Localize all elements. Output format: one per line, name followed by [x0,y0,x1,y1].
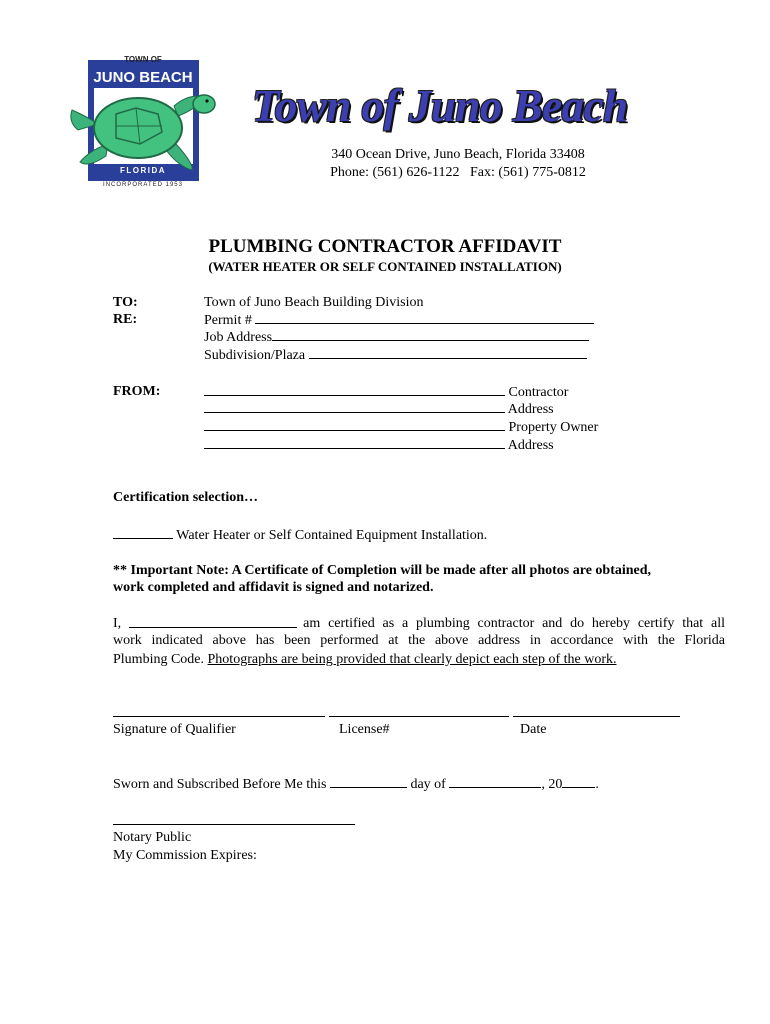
to-value: Town of Juno Beach Building Division [204,295,424,310]
from-field-owner-address[interactable] [204,436,554,454]
job-address-input-line[interactable] [272,328,589,341]
owner-address-label: Address [507,438,554,453]
sworn-text-d: . [595,777,599,792]
town-address: 340 Ocean Drive, Juno Beach, Florida 33408 [331,147,585,162]
logo-incorporated: INCORPORATED 1953 [103,182,183,188]
sworn-statement [113,775,599,793]
certification-checkbox-line[interactable] [113,526,173,539]
owner-address-input-line[interactable] [204,436,505,449]
commission-expires-label: My Commission Expires: [113,848,257,863]
statement-line3 [113,651,617,668]
statement-i: I, [113,616,122,631]
photographs-statement: Photographs are being provided that clearly depict each step of the work. [207,652,617,667]
date-label: Date [520,722,547,737]
logo-town-of: TOWN OF [124,55,162,64]
statement-rest: am certified as a plumbing contractor and do hereby certify that all [303,616,725,631]
statement-line1 [113,615,725,632]
town-logo [66,52,216,188]
subdivision-label: Subdivision/Plaza [204,348,306,363]
logo-state: FLORIDA [119,166,167,175]
statement-code: Plumbing Code. [113,652,205,667]
notary-signature-line[interactable] [113,824,355,825]
subdivision-input-line[interactable] [309,346,587,359]
job-address-label: Job Address [204,330,273,345]
from-field-contractor[interactable] [204,383,568,401]
from-label: FROM: [113,384,161,399]
sworn-text-c: , 20 [541,777,563,792]
certification-option[interactable] [113,526,487,544]
contractor-name-input-line[interactable] [129,615,297,628]
re-label: RE: [113,312,138,327]
form-title: PLUMBING CONTRACTOR AFFIDAVIT [208,236,562,257]
permit-input-line[interactable] [255,311,594,324]
important-note-line2: work completed and affidavit is signed and notarized. [113,580,434,595]
sworn-text-b: day of [410,777,446,792]
to-label: TO: [113,295,138,310]
signature-label: Signature of Qualifier [113,722,236,737]
contractor-address-label: Address [507,402,554,417]
certification-option-label: Water Heater or Self Contained Equipment Installation. [176,528,488,543]
sworn-day-input-line[interactable] [330,775,407,788]
contractor-address-input-line[interactable] [204,400,505,413]
contractor-label: Contractor [508,385,569,400]
town-title: Town of Juno Beach [252,81,628,131]
subdivision-field[interactable] [204,346,587,364]
town-phone-fax: Phone: (561) 626-1122 Fax: (561) 775-0812 [330,165,586,180]
signature-line[interactable] [113,716,325,717]
logo-name: JUNO BEACH [93,69,193,86]
contractor-input-line[interactable] [204,383,505,396]
notary-public-label: Notary Public [113,830,192,845]
license-line[interactable] [329,716,509,717]
form-subtitle: (WATER HEATER OR SELF CONTAINED INSTALLATION) [208,259,562,274]
certification-heading: Certification selection… [113,490,259,505]
sworn-month-input-line[interactable] [449,775,541,788]
from-field-address[interactable] [204,400,554,418]
date-line[interactable] [513,716,680,717]
job-address-field[interactable] [204,328,589,346]
sworn-text-a: Sworn and Subscribed Before Me this [113,777,327,792]
license-label: License# [339,722,390,737]
permit-field[interactable] [204,311,594,329]
sworn-year-input-line[interactable] [562,775,595,788]
from-field-owner[interactable] [204,418,598,436]
owner-label: Property Owner [508,420,599,435]
statement-line2: work indicated above has been performed at the above address in accordance with the Florida [113,633,725,648]
permit-label: Permit # [204,313,252,328]
owner-input-line[interactable] [204,418,505,431]
important-note-line1: ** Important Note: A Certificate of Completion will be made after all photos are obtained, [113,563,652,578]
